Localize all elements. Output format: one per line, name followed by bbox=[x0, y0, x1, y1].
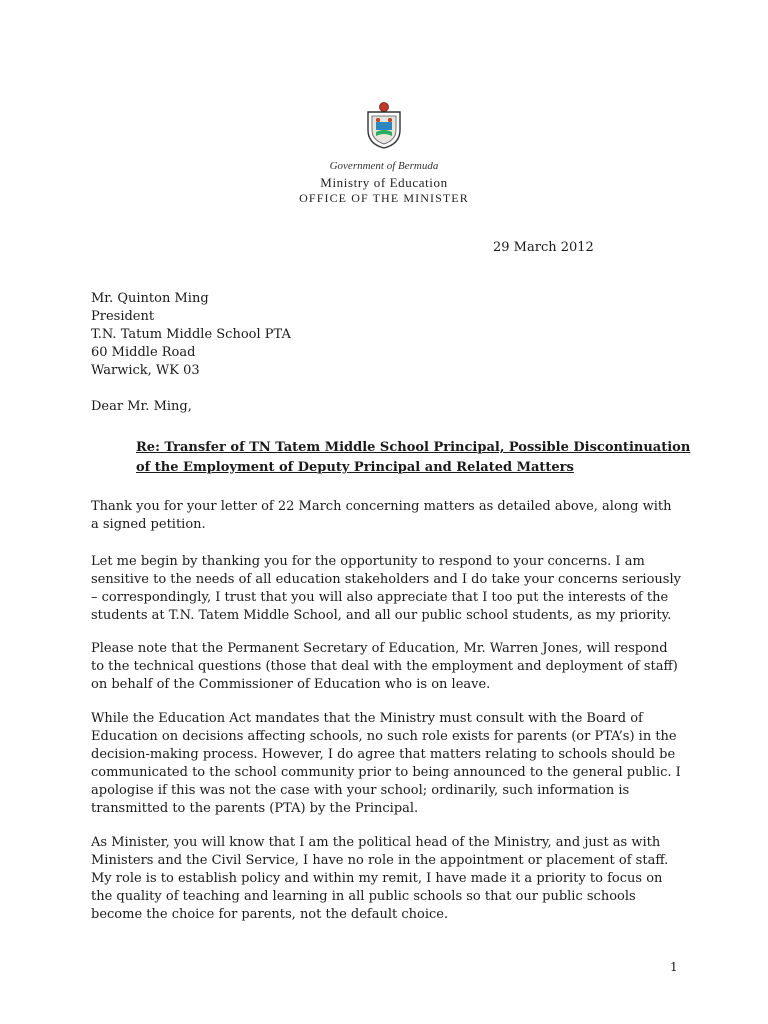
body-paragraph: Thank you for your letter of 22 March concerning matters as detailed above, along with a signed petition. bbox=[91, 499, 672, 532]
page-number: 1 bbox=[670, 960, 678, 974]
body-paragraph: Let me begin by thanking you for the opportunity to respond to your concerns. I am sensitive to the needs of all education stakeholders and I do take your concerns seriously – correspondingly, I trust that you will also appreciate that I too put the interests of the students at T.N. Tatem Middle School, and all our public school students, as my priority. bbox=[91, 554, 681, 623]
body-paragraph: As Minister, you will know that I am the political head of the Ministry, and just as with Ministers and the Civil Service, I have no role in the appointment or placement of staff. My role is to establish policy and within my remit, I have made it a priority to focus on the quality of teaching and learning in all public schools so that our public schools become the choice for parents, not the default choice. bbox=[91, 835, 669, 922]
ministry-name: Ministry of Education bbox=[320, 175, 448, 190]
recipient-line: T.N. Tatum Middle School PTA bbox=[91, 327, 291, 342]
salutation: Dear Mr. Ming, bbox=[91, 399, 192, 414]
recipient-address bbox=[91, 290, 291, 380]
letter-date: 29 March 2012 bbox=[493, 240, 594, 255]
bermuda-coat-of-arms-icon bbox=[364, 100, 404, 150]
body-paragraph: Please note that the Permanent Secretary of Education, Mr. Warren Jones, will respond to the technical questions (those that deal with the employment and deployment of staff) on behalf of the Commissioner of Education who is on leave. bbox=[91, 641, 678, 692]
office-name: OFFICE OF THE MINISTER bbox=[299, 191, 469, 205]
recipient-line: Warwick, WK 03 bbox=[91, 363, 200, 378]
subject-line-1: Re: Transfer of TN Tatem Middle School Principal, Possible Discontinuation bbox=[136, 440, 691, 455]
subject-line-2: of the Employment of Deputy Principal and Related Matters bbox=[136, 460, 574, 475]
government-name: Government of Bermuda bbox=[329, 160, 439, 172]
recipient-line: President bbox=[91, 309, 155, 324]
body-paragraph: While the Education Act mandates that the Ministry must consult with the Board of Education on decisions affecting schools, no such role exists for parents (or PTA’s) in the decision-making process. However, I do agree that matters relating to schools should be communicated to the school community prior to being announced to the general public. I apologise if this was not the case with your school; ordinarily, such information is transmitted to the parents (PTA) by the Principal. bbox=[91, 711, 681, 816]
recipient-line: 60 Middle Road bbox=[91, 345, 196, 360]
recipient-line: Mr. Quinton Ming bbox=[91, 291, 209, 306]
subject-line bbox=[136, 438, 696, 478]
